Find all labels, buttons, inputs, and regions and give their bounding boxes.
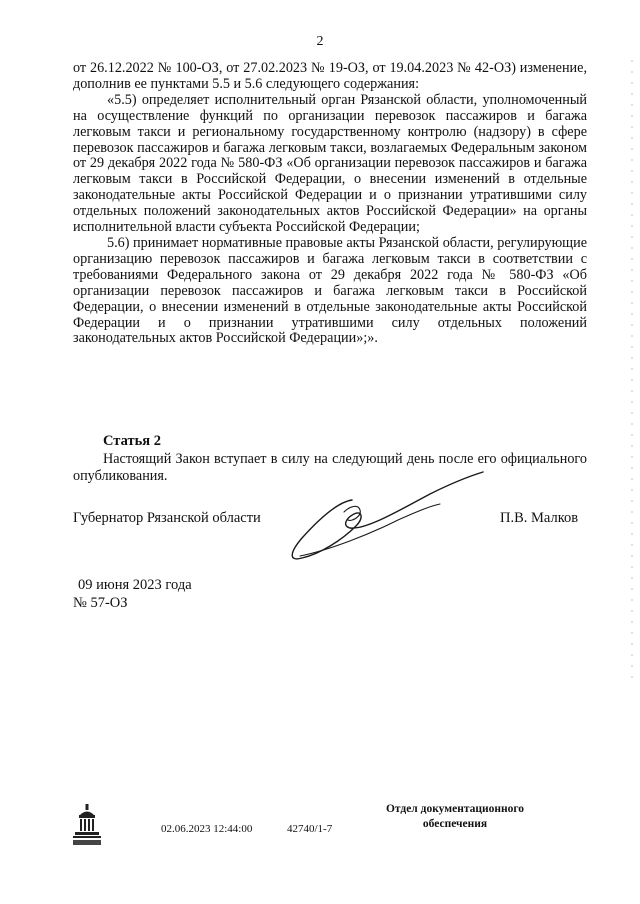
scan-margin-marks: [628, 60, 636, 680]
department-line-1: Отдел документационного: [385, 803, 525, 815]
footer-timestamp: 02.06.2023 12:44:00: [161, 823, 253, 835]
law-number: № 57-ОЗ: [73, 595, 128, 611]
department-stamp: [370, 802, 540, 832]
clause-5-5-paragraph: «5.5) определяет исполнительный орган Рязанской области, уполномоченный на осуществление функций по организации перевозок пассажиров и багажа легковым такси и региональному государственному контролю (надзору) в сфере перевозок пассажиров и багажа легковым такси, возлагаемых Федеральным законом от 29 декабря 2022 года № 580-ФЗ «Об организации перевозок пассажиров и багажа легковым такси в Российской Федерации, о внесении изменений в отдельные законодательные акты Российской Федерации и о признании утратившими силу отдельных положений законодательных актов Российской Федерации» на органы исполнительной власти субъекта Российской Федерации;: [73, 91, 587, 236]
clause-5-6-paragraph: 5.6) принимает нормативные правовые акты Рязанской области, регулирующие организацию перевозок пассажиров и багажа легковым такси в соответствии с требованиями Федерального закона от 29 декабря 2022 года № 580-ФЗ «Об организации перевозок пассажиров и багажа легковым такси в Российской Федерации, о внесении изменений в отдельные законодательные акты Российской Федерации и о признании утратившими силу отдельных положений законодательных актов Российской Федерации»;».: [73, 234, 587, 347]
handwritten-signature: [280, 470, 490, 570]
duma-emblem-icon: [70, 803, 104, 847]
law-date: 09 июня 2023 года: [78, 577, 192, 593]
article-2-heading: Статья 2: [103, 433, 161, 449]
department-line-2: обеспечения: [422, 818, 488, 830]
footer-document-code: 42740/1-7: [287, 823, 333, 835]
page-number: 2: [316, 34, 324, 49]
law-body-text: [73, 61, 587, 347]
governor-title: Губернатор Рязанской области: [73, 510, 261, 526]
article-2-text: Настоящий Закон вступает в силу на следующий день после его официального опубликования.: [73, 451, 587, 484]
governor-name: П.В. Малков: [500, 510, 579, 526]
amendment-intro-paragraph: от 26.12.2022 № 100-ОЗ, от 27.02.2023 № 19-ОЗ, от 19.04.2023 № 42-ОЗ) изменение, дополнив ее пунктами 5.5 и 5.6 следующего содержания:: [73, 60, 587, 92]
